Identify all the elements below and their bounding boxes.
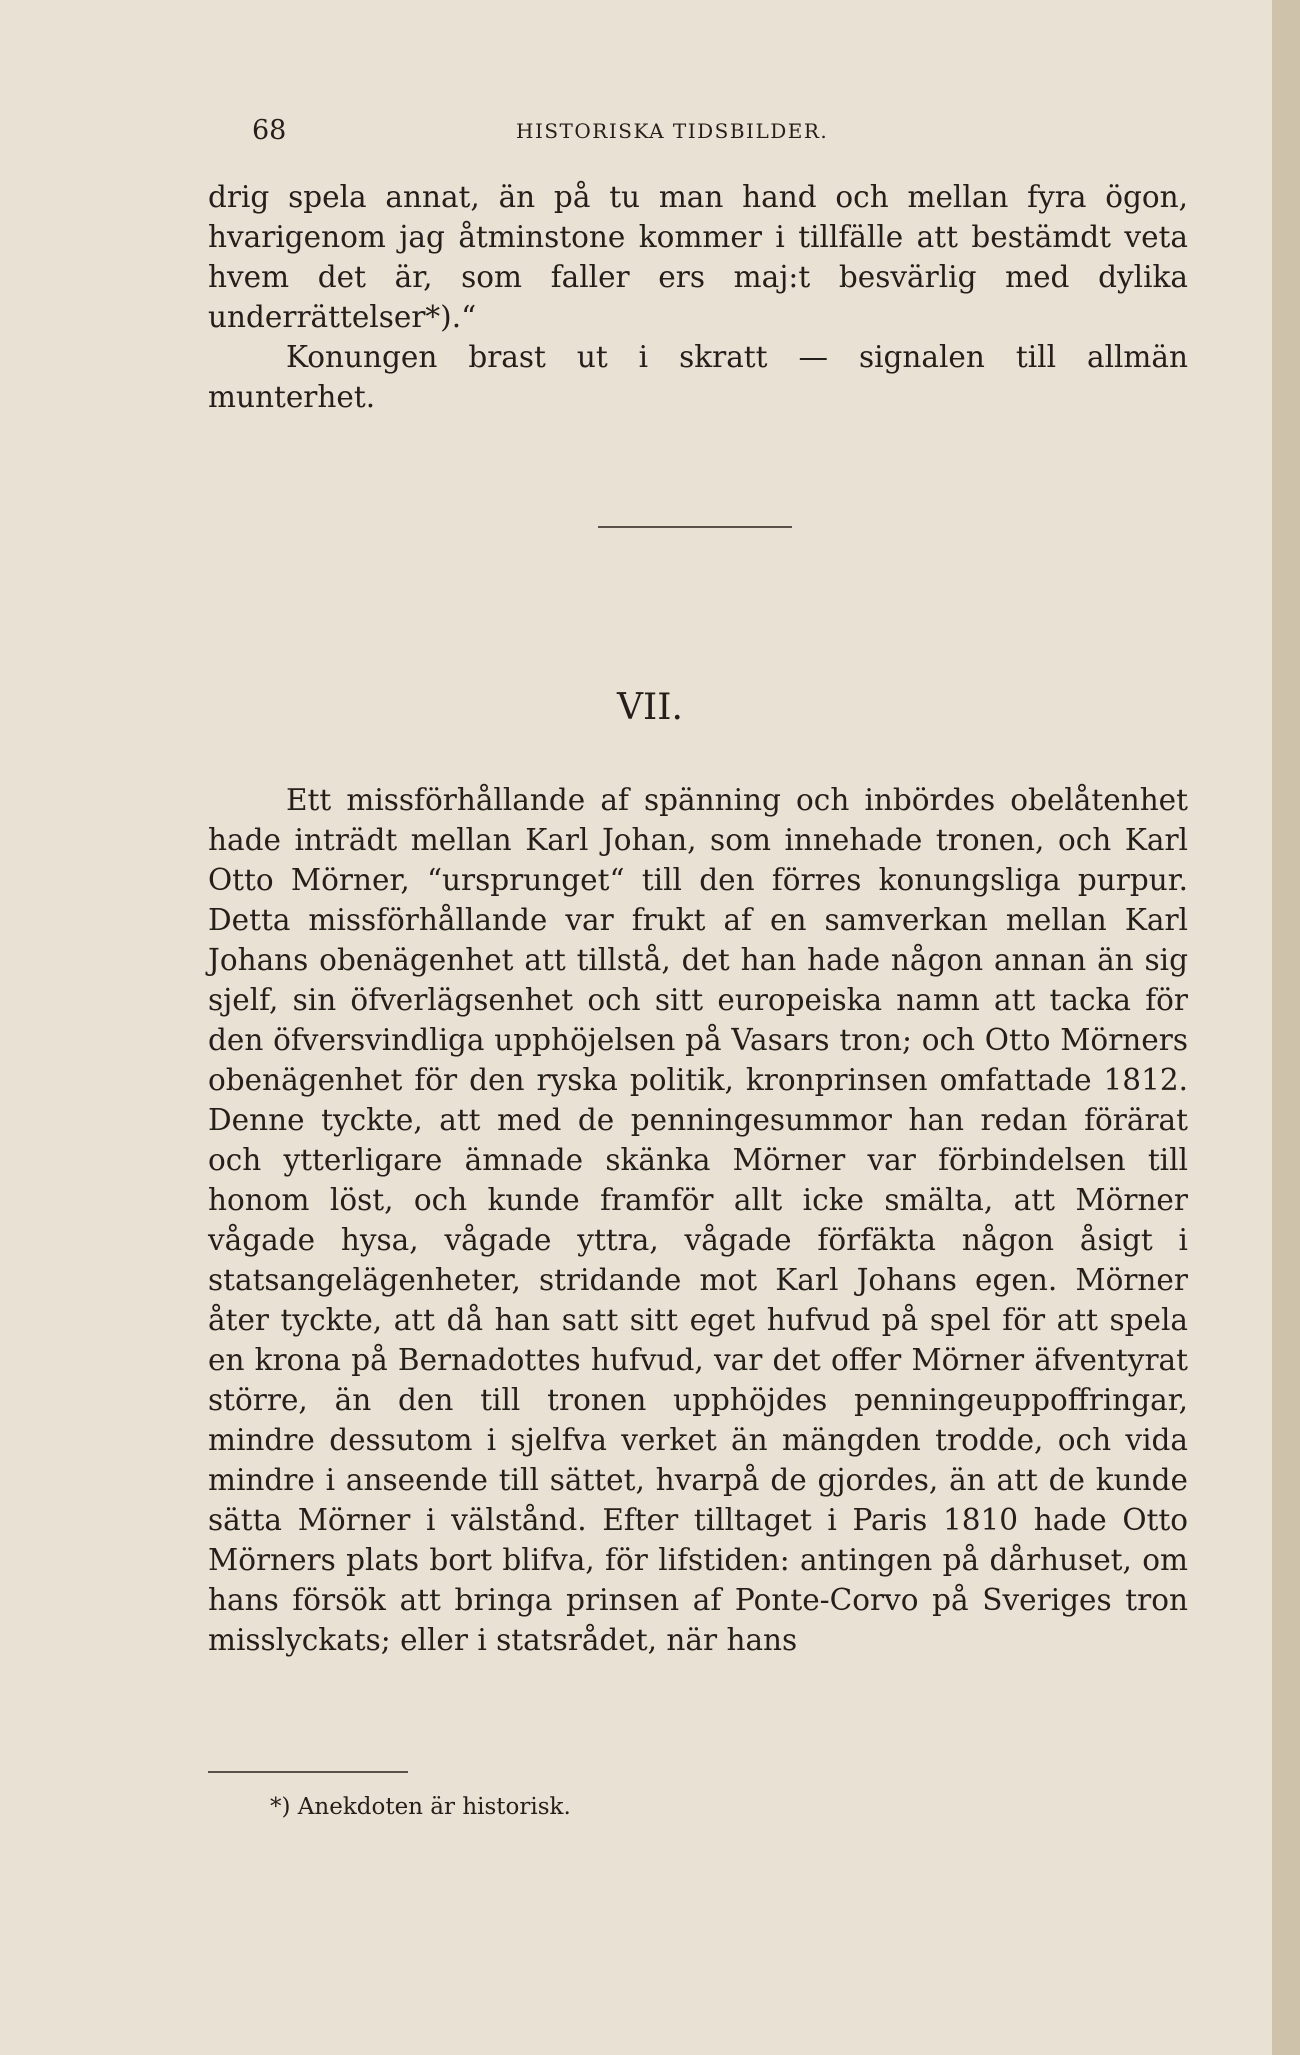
paragraph-anecdote-end: drig spela annat, än på tu man hand och mellan fyra ögon, hvarigenom jag åtminstone kommer i tillfälle att bestämdt veta hvem det är, som faller ers maj:t besvärlig med dylika underrättelser*).“ [208,180,1188,334]
section-divider [598,526,792,528]
paragraph-section-vii: Ett missförhållande af spänning och inbördes obelåtenhet hade inträdt mellan Karl Johan, som innehade tronen, och Karl Otto Mörner, “ursprunget“ till den förres konungsliga purpur. Detta missförhållande var frukt af en samverkan mellan Karl Johans obenägenhet att tillstå, det han hade någon annan än sig sjelf, sin öfverlägsenhet och sitt europeiska namn att tacka för den öfversvindliga upphöjelsen på Vasars tron; och Otto Mörners obenägenhet för den ryska politik, kronprinsen omfattade 1812. Denne tyckte, att med de penningesummor han redan förärat och ytterligare ämnade skänka Mörner var förbindelsen till honom löst, och kunde framför allt icke smälta, att Mörner vågade hysa, vågade yttra, vågade förfäkta någon åsigt i statsangelägenheter, stridande mot Karl Johans egen. Mörner åter tyckte, att då han satt sitt eget hufvud på spel för att spela en krona på Bernadottes hufvud, var det offer Mörner äfventyrat större, än den till tronen upphöjdes penningeuppoffringar, mindre dessutom i sjelfva verket än mängden trodde, och vida mindre i anseende till sättet, hvarpå de gjordes, än att de kunde sätta Mörner i välstånd. Efter tilltaget i Paris 1810 hade Otto Mörners plats bort blifva, för lifstiden: antingen på dårhuset, om hans försök att bringa prinsen af Ponte-Corvo på Sveriges tron misslyckats; eller i statsrådet, när hans [208,783,1188,1657]
page-header [252,112,872,150]
text-block-section-vii [208,780,1188,1660]
footnote: *) Anekdoten är historisk. [270,1794,571,1820]
running-head: HISTORISKA TIDSBILDER. [516,119,829,143]
section-heading: VII. [617,687,683,728]
paragraph-king-laughs: Konungen brast ut i skratt — signalen till allmän munterhet. [208,340,1188,414]
footnote-divider [208,1771,408,1773]
page-edge [1272,0,1300,2055]
page-number: 68 [252,115,287,146]
text-block-top [208,177,1188,417]
